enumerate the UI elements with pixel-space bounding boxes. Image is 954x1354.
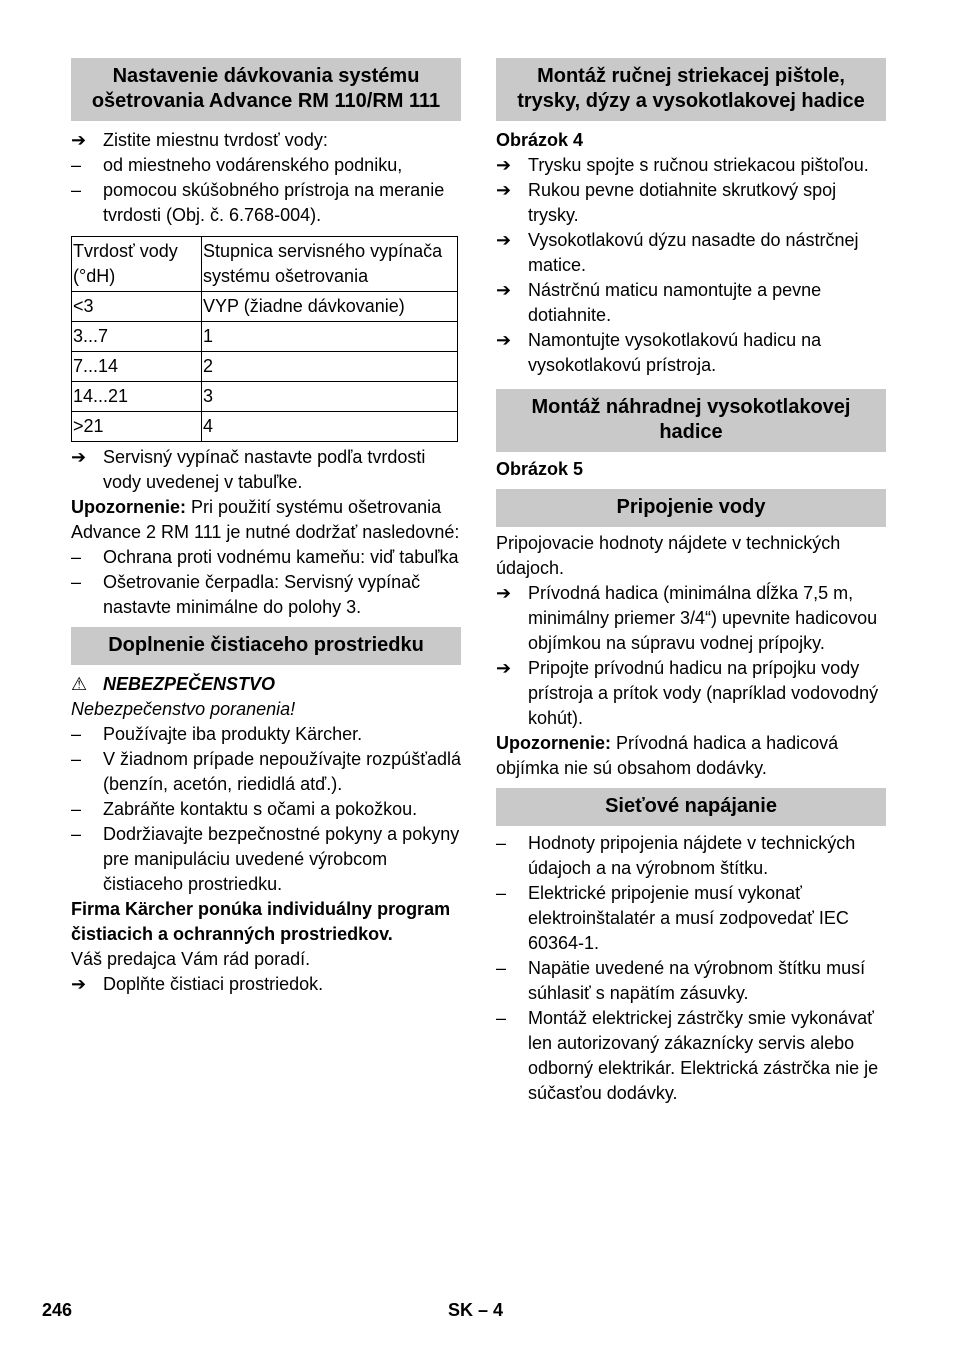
dash-bullet: – [71,824,82,844]
program-paragraph: Firma Kärcher ponúka individuálny program čistiacich a ochranných prostriedkov. [71,899,451,944]
list-item: – Dodržiavajte bezpečnostné pokyny a pokyny pre manipuláciu uvedené výrobcom čistiaceho prostriedku. [71,824,460,894]
table-cell: 14...21 [72,382,202,412]
table-row [72,382,458,412]
section-heading-water-connection: Pripojenie vody [496,489,886,527]
warning-icon: ⚠ [71,674,88,694]
arrow-icon: ➔ [496,230,512,250]
dash-bullet: – [496,1008,507,1028]
table-cell: 3...7 [72,322,202,352]
dash-bullet: – [496,958,507,978]
list-item: – Zabráňte kontaktu s očami a pokožkou. [71,797,461,822]
list-item: – Ošetrovanie čerpadla: Servisný vypínač nastavte minimálne do polohy 3. [71,572,421,617]
section-heading-replacement-hose: Montáž náhradnej vysokotlakovej hadice [496,389,886,452]
connection-values-paragraph: Pripojovacie hodnoty nájdete v technických údajoch. [496,533,841,578]
list-item: – pomocou skúšobného prístroja na meranie tvrdosti (Obj. č. 6.768-004). [71,180,445,225]
dealer-paragraph: Váš predajca Vám rád poradí. [71,949,311,969]
arrow-icon: ➔ [71,974,87,994]
list-item: – Hodnoty pripojenia nájdete v technických údajoch a na výrobnom štítku. [496,833,856,878]
note-label: Upozornenie: [71,497,186,517]
note-label: Upozornenie: [496,733,611,753]
arrow-icon: ➔ [496,330,512,350]
table-cell: 2 [202,352,458,382]
arrow-icon: ➔ [496,180,512,200]
figure-reference-5: Obrázok 5 [496,459,584,479]
dash-bullet: – [71,155,82,175]
step-determine-hardness: ➔ Zistite miestnu tvrdosť vody: [71,128,461,153]
list-item: – Montáž elektrickej zástrčky smie vykonávať len autorizovaný zákaznícky servis alebo odborný elektrikár. Elektrická zástrčka nie je súčasťou dodávky. [496,1008,879,1103]
water-hardness-table [71,236,458,442]
list-item: – Ochrana proti vodnému kameňu: viď tabuľka [71,545,461,570]
section-heading-dosing: Nastavenie dávkovania systému ošetrovania Advance RM 110/RM 111 [71,58,461,121]
table-cell: 7...14 [72,352,202,382]
arrow-icon: ➔ [71,447,87,467]
table-row [72,322,458,352]
table-row [72,292,458,322]
step-fill-detergent: ➔ Doplňte čistiaci prostriedok. [71,972,461,997]
dash-bullet: – [71,724,82,744]
figure-reference-4: Obrázok 4 [496,130,584,150]
dash-bullet: – [71,572,82,592]
table-header-cell: Tvrdosť vody (°dH) [72,237,202,292]
section-heading-detergent: Doplnenie čistiaceho prostriedku [71,627,461,665]
left-column [71,58,461,997]
step-set-switch: ➔ Servisný vypínač nastavte podľa tvrdosti vody uvedenej v tabuľke. [71,447,426,492]
table-row [72,412,458,442]
dash-bullet: – [71,799,82,819]
arrow-icon: ➔ [496,583,512,603]
table-header-row [72,237,458,292]
note-paragraph: Upozornenie: Prívodná hadica a hadicová objímka nie sú obsahom dodávky. [496,733,839,778]
table-cell: 4 [202,412,458,442]
step-supply-hose: ➔ Prívodná hadica (minimálna dĺžka 7,5 m, minimálny priemer 3/4“) upevnite hadicovou objímkou na súpravu vodnej prípojky. [496,583,878,653]
step-connect-nozzle: ➔ Trysku spojte s ručnou striekacou pištoľou. [496,153,886,178]
table-cell: VYP (žiadne dávkovanie) [202,292,458,322]
right-column [496,58,886,1106]
danger-heading: ⚠ NEBEZPEČENSTVO [71,672,461,697]
dash-bullet: – [71,180,82,200]
dash-bullet: – [71,547,82,567]
step-mount-hose: ➔ Namontujte vysokotlakovú hadicu na vysokotlakovú prístroja. [496,330,822,375]
table-header-cell: Stupnica servisného vypínača systému ošetrovania [202,237,458,292]
table-cell: <3 [72,292,202,322]
dash-bullet: – [71,749,82,769]
note-paragraph: Upozornenie: Pri použití systému ošetrovania Advance 2 RM 111 je nutné dodržať nasledovné: [71,497,460,542]
table-cell: 3 [202,382,458,412]
table-row [72,352,458,382]
list-item: – Napätie uvedené na výrobnom štítku musí súhlasiť s napätím zásuvky. [496,958,866,1003]
page-number: 246 [42,1300,73,1320]
danger-text: Nebezpečenstvo poranenia! [71,699,296,719]
dash-bullet: – [496,883,507,903]
section-heading-gun-assembly: Montáž ručnej striekacej pištole, trysky, dýzy a vysokotlakovej hadice [496,58,886,121]
list-item: – Elektrické pripojenie musí vykonať elektroinštalatér a musí zodpovedať IEC 60364-1. [496,883,849,953]
step-mount-nut: ➔ Nástrčnú maticu namontujte a pevne dotiahnite. [496,280,822,325]
dash-bullet: – [496,833,507,853]
table-cell: 1 [202,322,458,352]
list-item: – Používajte iba produkty Kärcher. [71,722,461,747]
arrow-icon: ➔ [496,658,512,678]
table-cell: >21 [72,412,202,442]
arrow-icon: ➔ [71,130,87,150]
arrow-icon: ➔ [496,155,512,175]
list-item: – od miestneho vodárenského podniku, [71,153,461,178]
step-tighten-joint: ➔ Rukou pevne dotiahnite skrutkový spoj trysky. [496,180,837,225]
step-insert-jet: ➔ Vysokotlakovú dýzu nasadte do nástrčnej matice. [496,230,859,275]
step-connect-supply: ➔ Pripojte prívodnú hadicu na prípojku vody prístroja a prítok vody (napríklad vodovodný kohút). [496,658,879,728]
section-heading-power-supply: Sieťové napájanie [496,788,886,826]
arrow-icon: ➔ [496,280,512,300]
section-label: SK – 4 [448,1300,504,1320]
list-item: – V žiadnom prípade nepoužívajte rozpúšťadlá (benzín, acetón, riedidlá atď.). [71,749,461,794]
